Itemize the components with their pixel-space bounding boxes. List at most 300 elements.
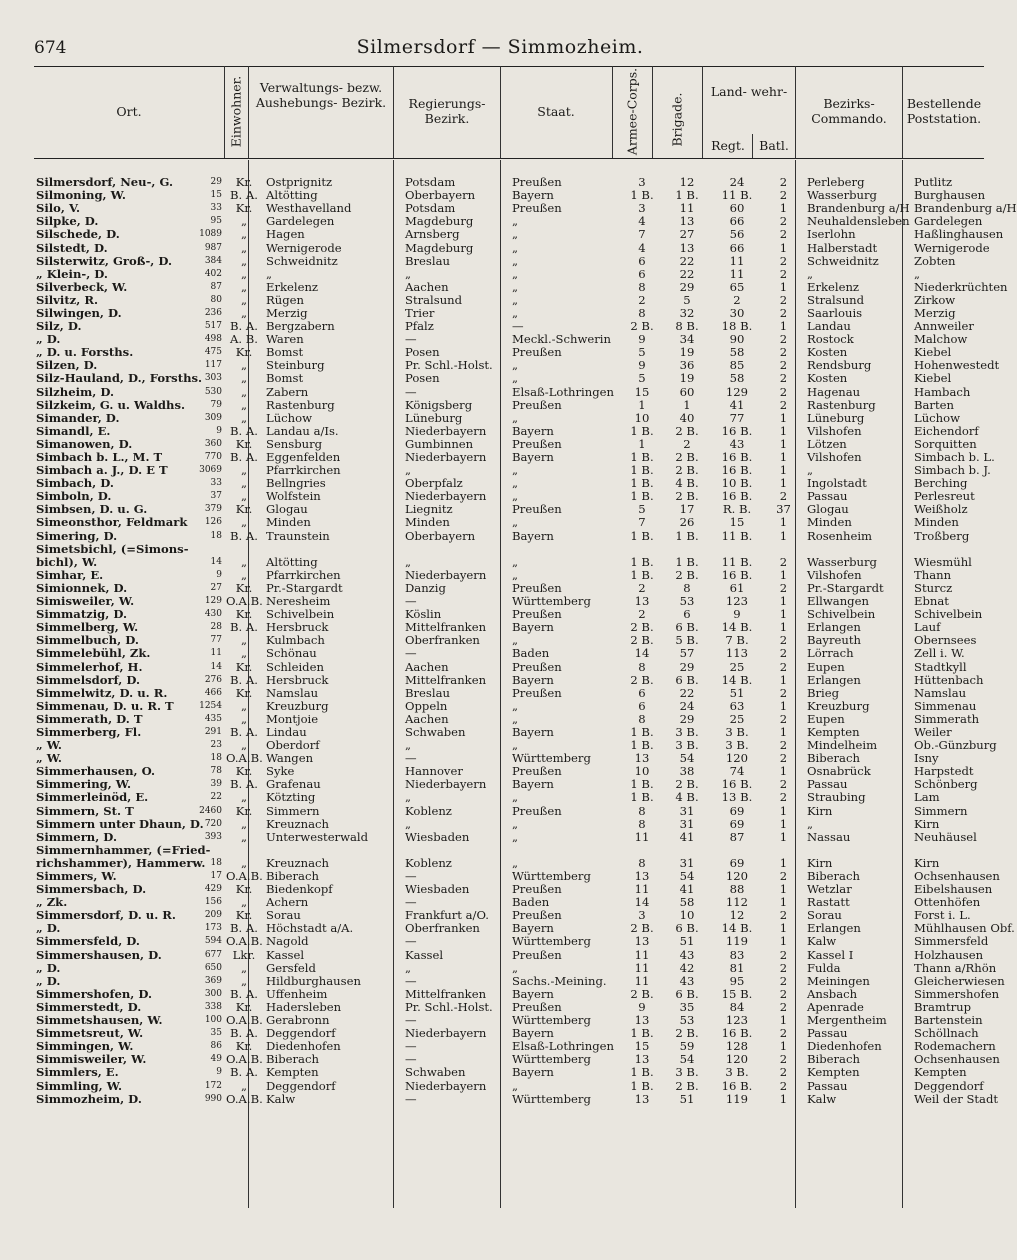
regiment-cell: 77 xyxy=(729,410,745,425)
einwohner-cell xyxy=(194,543,224,556)
bezirkscommando-cell: Perleberg xyxy=(807,175,865,190)
bezirk-cell: Montjoie xyxy=(266,711,319,726)
ort-cell: Silschede, D. xyxy=(36,227,120,242)
brigade-cell: 22 xyxy=(679,253,695,268)
staat-cell: „ xyxy=(512,240,519,255)
bataillon-cell: 1 xyxy=(779,816,788,831)
poststation-cell: Hüttenbach xyxy=(914,672,984,687)
bataillon-cell: 2 xyxy=(779,999,788,1014)
ort-cell: Simmozheim, D. xyxy=(36,1091,142,1106)
ort-cell: Silstedt, D. xyxy=(36,240,108,255)
verwaltungsart-cell: „ xyxy=(240,358,247,373)
verwaltungsart-cell: B. A. xyxy=(230,1065,258,1080)
staat-cell: Elsaß-Lothringen xyxy=(512,384,614,399)
regierungsbezirk-cell: Posen xyxy=(405,345,440,360)
poststation-cell: Gardelegen xyxy=(914,214,983,229)
poststation-cell: Simmershofen xyxy=(914,986,1000,1001)
bataillon-cell: 2 xyxy=(779,580,788,595)
bezirkscommando-cell xyxy=(805,844,912,857)
verwaltungsart-cell: „ xyxy=(240,816,247,831)
bataillon-cell: 1 xyxy=(779,672,788,687)
table-row xyxy=(34,202,984,215)
verwaltungsart-cell: „ xyxy=(240,960,247,975)
table-row xyxy=(34,228,984,241)
armeecorps-cell: 9 xyxy=(638,999,646,1014)
table-row xyxy=(34,935,984,948)
ort-cell: Simering, D. xyxy=(36,528,118,543)
einwohner-cell: 379 xyxy=(204,504,222,515)
bezirk-cell: Lüchow xyxy=(266,410,313,425)
verwaltungsart-cell: O.A.B. xyxy=(226,751,263,766)
bezirk-cell: Glogau xyxy=(266,502,308,517)
einwohner-cell: 18 xyxy=(210,753,222,764)
einwohner-cell: 14 xyxy=(210,556,222,567)
regierungsbezirk-cell: — xyxy=(405,934,417,949)
regiment-cell: 123 xyxy=(725,594,749,609)
verwaltungsart-cell: Kr. xyxy=(235,685,253,700)
ort-cell: Silzen, D. xyxy=(36,358,98,373)
brigade-cell: 2 B. xyxy=(675,567,699,582)
bataillon-cell: 2 xyxy=(779,332,788,347)
brigade-cell: 32 xyxy=(679,305,695,320)
einwohner-cell: 77 xyxy=(210,635,222,646)
einwohner-cell: 18 xyxy=(210,530,222,541)
bataillon-cell: 1 xyxy=(779,1091,788,1106)
einwohner-cell: 23 xyxy=(210,740,222,751)
ort-cell: Simmerstedt, D. xyxy=(36,999,142,1014)
regierungsbezirk-cell: „ xyxy=(405,266,412,281)
staat-cell: Bayern xyxy=(512,423,554,438)
armeecorps-cell: 10 xyxy=(634,764,650,779)
einwohner-cell: 402 xyxy=(204,268,222,279)
regiment-cell: 128 xyxy=(725,1039,749,1054)
staat-cell: Baden xyxy=(512,646,550,661)
poststation-cell: Perlesreut xyxy=(914,489,975,504)
regierungsbezirk-cell: „ xyxy=(405,816,412,831)
bezirk-cell: Sorau xyxy=(266,908,301,923)
bezirkscommando-cell: „ xyxy=(807,463,814,478)
gazetteer-table xyxy=(34,175,1017,1106)
ort-cell: Simeonsthor, Feldmark xyxy=(36,515,188,530)
bezirk-cell: Kassel xyxy=(266,947,305,962)
staat-cell: Bayern xyxy=(512,528,554,543)
bezirk-cell: Simmern xyxy=(266,803,320,818)
regierungsbezirk-cell: Hannover xyxy=(405,764,463,779)
poststation-cell: Wiesmühl xyxy=(914,554,972,569)
regierungsbezirk-cell: — xyxy=(405,1091,417,1106)
bezirkscommando-cell: Bayreuth xyxy=(807,633,861,648)
einwohner-cell: 17 xyxy=(210,871,222,882)
verwaltungsart-cell: Kr. xyxy=(235,908,253,923)
bataillon-cell: 2 xyxy=(779,646,788,661)
ort-cell: Simmern, D. xyxy=(36,829,117,844)
bataillon-cell: 2 xyxy=(779,358,788,373)
bezirk-cell xyxy=(264,543,403,556)
staat-cell: Bayern xyxy=(512,724,554,739)
armeecorps-cell: 4 xyxy=(638,240,646,255)
bezirkscommando-cell: Schivelbein xyxy=(807,607,876,622)
armeecorps-cell: 2 xyxy=(638,580,646,595)
armeecorps-cell: 5 xyxy=(638,502,646,517)
regiment-cell: 119 xyxy=(725,934,749,949)
verwaltungsart-cell: „ xyxy=(240,279,247,294)
regiment-cell: 11 B. xyxy=(721,528,753,543)
bezirkscommando-cell: Fulda xyxy=(807,960,841,975)
table-row xyxy=(34,778,984,791)
regierungsbezirk-cell: — xyxy=(405,384,417,399)
brigade-cell: 6 xyxy=(683,607,691,622)
regierungsbezirk-cell: Wiesbaden xyxy=(405,829,470,844)
brigade-cell: 2 B. xyxy=(675,1078,699,1093)
regierungsbezirk-cell: Oberbayern xyxy=(405,188,476,203)
table-row xyxy=(34,503,984,516)
ort-cell: Simboln, D. xyxy=(36,489,112,504)
bataillon-cell: 2 xyxy=(779,777,788,792)
header-staat: Staat. xyxy=(537,104,575,119)
verwaltungsart-cell: A. B. xyxy=(230,332,258,347)
brigade-cell: 41 xyxy=(679,882,695,897)
verwaltungsart-cell: „ xyxy=(240,633,247,648)
ort-cell: Simmersfeld, D. xyxy=(36,934,140,949)
regiment-cell: 60 xyxy=(729,201,745,216)
ort-cell: Simmenau, D. u. R. T xyxy=(36,698,174,713)
regiment-cell: 69 xyxy=(729,816,745,831)
table-row xyxy=(34,477,984,490)
armeecorps-cell: 10 xyxy=(634,410,650,425)
armeecorps-cell: 2 B. xyxy=(630,986,654,1001)
table-row xyxy=(34,320,984,333)
poststation-cell: Weißholz xyxy=(914,502,968,517)
bataillon-cell: 37 xyxy=(776,502,791,517)
bezirkscommando-cell: Neuhaldensleben xyxy=(807,214,910,229)
regierungsbezirk-cell: Aachen xyxy=(405,279,449,294)
bezirkscommando-cell xyxy=(805,543,912,556)
regiment-cell: 16 B. xyxy=(721,423,753,438)
regierungsbezirk-cell: Pr. Schl.-Holst. xyxy=(405,999,493,1014)
bezirk-cell: Nagold xyxy=(266,934,309,949)
staat-cell: „ xyxy=(512,554,519,569)
bezirk-cell: Kalw xyxy=(266,1091,296,1106)
einwohner-cell: 9 xyxy=(216,425,222,436)
ort-cell: Simbach b. L., M. T xyxy=(36,450,163,465)
poststation-cell: Wernigerode xyxy=(914,240,990,255)
table-row xyxy=(34,268,984,281)
verwaltungsart-cell: „ xyxy=(240,895,247,910)
bezirkscommando-cell: Mindelheim xyxy=(807,738,878,753)
regiment-cell: 11 xyxy=(729,253,745,268)
poststation-cell: Simmern xyxy=(914,803,968,818)
einwohner-cell: 393 xyxy=(204,831,222,842)
staat-cell: „ xyxy=(512,960,519,975)
header-divider xyxy=(652,66,653,158)
armeecorps-cell: 2 xyxy=(638,292,646,307)
regiment-cell: 11 B. xyxy=(721,554,753,569)
bezirk-cell: Zabern xyxy=(266,384,309,399)
regiment-cell: 16 B. xyxy=(721,463,753,478)
staat-cell: Bayern xyxy=(512,986,554,1001)
armeecorps-cell: 1 B. xyxy=(630,567,654,582)
staat-cell: Bayern xyxy=(512,672,554,687)
brigade-cell: 11 xyxy=(679,201,695,216)
bezirk-cell: Eggenfelden xyxy=(266,450,341,465)
staat-cell: Meckl.-Schwerin xyxy=(512,332,611,347)
armeecorps-cell: 1 xyxy=(638,436,646,451)
header-regierung: Regierungs- Bezirk. xyxy=(408,96,486,126)
table-row xyxy=(34,660,984,673)
table-row xyxy=(34,752,984,765)
ort-cell: Simmelwitz, D. u. R. xyxy=(36,685,168,700)
regiment-cell: 24 xyxy=(729,175,745,190)
bezirk-cell: Merzig xyxy=(266,305,308,320)
bezirkscommando-cell: Sorau xyxy=(807,908,842,923)
einwohner-cell: 594 xyxy=(204,936,222,947)
staat-cell: „ xyxy=(512,253,519,268)
regiment-cell: 123 xyxy=(725,1013,749,1028)
bataillon-cell: 1 xyxy=(779,1039,788,1054)
bataillon-cell: 2 xyxy=(779,908,788,923)
regiment-cell xyxy=(712,543,762,556)
poststation-cell: Annweiler xyxy=(914,319,974,334)
bataillon-cell: 1 xyxy=(779,423,788,438)
brigade-cell: 54 xyxy=(679,869,695,884)
poststation-cell: Ob.-Günzburg xyxy=(914,738,997,753)
armeecorps-cell: 1 B. xyxy=(630,777,654,792)
brigade-cell: 1 B. xyxy=(675,188,699,203)
ort-cell: Simmern, St. T xyxy=(36,803,134,818)
armeecorps-cell: 6 xyxy=(638,266,646,281)
bezirkscommando-cell: Lüneburg xyxy=(807,410,865,425)
regiment-cell: 61 xyxy=(729,580,745,595)
bezirkscommando-cell: Saarlouis xyxy=(807,305,863,320)
bezirkscommando-cell: Nassau xyxy=(807,829,851,844)
table-row xyxy=(34,543,984,556)
regiment-cell: 10 B. xyxy=(721,476,753,491)
regierungsbezirk-cell: Schwaben xyxy=(405,724,466,739)
verwaltungsart-cell: „ xyxy=(240,515,247,530)
poststation-cell: Isny xyxy=(914,751,939,766)
regierungsbezirk-cell: Pr. Schl.-Holst. xyxy=(405,358,493,373)
regierungsbezirk-cell: Potsdam xyxy=(405,201,456,216)
staat-cell: Preußen xyxy=(512,999,562,1014)
bezirk-cell: Steinburg xyxy=(266,358,325,373)
verwaltungsart-cell: „ xyxy=(240,305,247,320)
bezirkscommando-cell: Vilshofen xyxy=(807,423,862,438)
staat-cell: „ xyxy=(512,463,519,478)
verwaltungsart-cell: „ xyxy=(240,476,247,491)
einwohner-cell: 360 xyxy=(204,438,222,449)
armeecorps-cell: 9 xyxy=(638,358,646,373)
bezirkscommando-cell: Kirn xyxy=(807,803,833,818)
verwaltungsart-cell: „ xyxy=(240,829,247,844)
staat-cell: „ xyxy=(512,738,519,753)
table-row xyxy=(34,857,984,870)
bataillon-cell: 1 xyxy=(779,724,788,739)
regiment-cell xyxy=(712,844,762,857)
brigade-cell: 3 B. xyxy=(675,738,699,753)
einwohner-cell: 1089 xyxy=(199,229,222,240)
bezirk-cell: Kempten xyxy=(266,1065,319,1080)
staat-cell: Sachs.-Meining. xyxy=(512,973,607,988)
bataillon-cell: 1 xyxy=(779,319,788,334)
einwohner-cell: 369 xyxy=(204,975,222,986)
table-row xyxy=(34,883,984,896)
regiment-cell: 120 xyxy=(725,869,749,884)
brigade-cell: 19 xyxy=(679,345,695,360)
einwohner-cell: 300 xyxy=(204,988,222,999)
bataillon-cell: 1 xyxy=(779,594,788,609)
staat-cell: „ xyxy=(512,829,519,844)
armeecorps-cell: 1 B. xyxy=(630,450,654,465)
einwohner-cell: 29 xyxy=(210,177,222,188)
verwaltungsart-cell: „ xyxy=(240,855,247,870)
einwohner-cell: 466 xyxy=(204,687,222,698)
regierungsbezirk-cell: — xyxy=(405,646,417,661)
ort-cell: Simander, D. xyxy=(36,410,120,425)
armeecorps-cell: 2 B. xyxy=(630,921,654,936)
verwaltungsart-cell: Kr. xyxy=(235,201,253,216)
verwaltungsart-cell: Kr. xyxy=(235,882,253,897)
poststation-cell: Ebnat xyxy=(914,594,949,609)
ort-cell: Simmelebühl, Zk. xyxy=(36,646,151,661)
regierungsbezirk-cell: Posen xyxy=(405,371,440,386)
table-row xyxy=(34,949,984,962)
table-row xyxy=(34,621,984,634)
bataillon-cell: 2 xyxy=(779,371,788,386)
verwaltungsart-cell: B. A. xyxy=(230,724,258,739)
regierungsbezirk-cell: — xyxy=(405,895,417,910)
bezirkscommando-cell: Kempten xyxy=(807,724,860,739)
regierungsbezirk-cell: Kassel xyxy=(405,947,444,962)
ort-cell: Silz, D. xyxy=(36,319,82,334)
regiment-cell: 85 xyxy=(729,358,745,373)
staat-cell: „ xyxy=(512,567,519,582)
regiment-cell: 129 xyxy=(725,384,749,399)
armeecorps-cell: 1 B. xyxy=(630,724,654,739)
bezirkscommando-cell: „ xyxy=(807,266,814,281)
ort-cell: „ D. u. Forsths. xyxy=(36,345,134,360)
bataillon-cell: 2 xyxy=(779,738,788,753)
poststation-cell: Simmersfeld xyxy=(914,934,989,949)
bezirkscommando-cell: Meiningen xyxy=(807,973,870,988)
bezirkscommando-cell: Straubing xyxy=(807,790,866,805)
staat-cell: Württemberg xyxy=(512,1013,591,1028)
bezirkscommando-cell: Passau xyxy=(807,1078,848,1093)
armeecorps-cell: 13 xyxy=(634,1052,650,1067)
bezirkscommando-cell: „ xyxy=(807,816,814,831)
bataillon-cell: 2 xyxy=(779,751,788,766)
ort-cell: Simmernhammer, (=Fried- xyxy=(36,842,211,857)
header-divider xyxy=(795,66,796,158)
regierungsbezirk-cell xyxy=(403,543,510,556)
staat-cell: Württemberg xyxy=(512,934,591,949)
armeecorps-cell: 11 xyxy=(634,882,650,897)
bezirkscommando-cell: Minden xyxy=(807,515,852,530)
ort-cell: Simmersbach, D. xyxy=(36,882,147,897)
table-row xyxy=(34,831,984,844)
staat-cell: „ xyxy=(512,358,519,373)
brigade-cell: 51 xyxy=(679,934,695,949)
brigade-cell xyxy=(662,844,712,857)
poststation-cell: Zell i. W. xyxy=(914,646,965,661)
bezirk-cell: Achern xyxy=(266,895,309,910)
staat-cell: — xyxy=(512,319,524,334)
regierungsbezirk-cell: — xyxy=(405,1013,417,1028)
brigade-cell: 60 xyxy=(679,384,695,399)
poststation-cell: Brandenburg a/H xyxy=(914,201,1017,216)
armeecorps-cell: 1 B. xyxy=(630,790,654,805)
header-divider xyxy=(248,66,249,158)
bezirkscommando-cell: Brandenburg a/H xyxy=(807,201,910,216)
verwaltungsart-cell: Kr. xyxy=(235,764,253,779)
table-row xyxy=(34,608,984,621)
regiment-cell: 25 xyxy=(729,659,745,674)
header-batl: Batl. xyxy=(759,138,789,153)
poststation-cell: Troßberg xyxy=(914,528,970,543)
verwaltungsart-cell: B. A. xyxy=(230,528,258,543)
verwaltungsart-cell: „ xyxy=(240,489,247,504)
poststation-cell: Ochsenhausen xyxy=(914,1052,1000,1067)
bezirk-cell: „ xyxy=(266,266,273,281)
brigade-cell: 3 B. xyxy=(675,724,699,739)
poststation-cell: Sturcz xyxy=(914,580,953,595)
bezirk-cell: Rügen xyxy=(266,292,304,307)
header-armee: Armee-Corps. xyxy=(624,67,640,156)
brigade-cell: 53 xyxy=(679,1013,695,1028)
bataillon-cell: 1 xyxy=(779,1013,788,1028)
verwaltungsart-cell: „ xyxy=(240,973,247,988)
table-row xyxy=(34,962,984,975)
staat-cell: „ xyxy=(512,476,519,491)
table-row xyxy=(34,1053,984,1066)
poststation-cell: Sorquitten xyxy=(914,436,977,451)
brigade-cell: 1 B. xyxy=(675,528,699,543)
table-row xyxy=(34,399,984,412)
table-row xyxy=(34,909,984,922)
ort-cell: Silzheim, D. xyxy=(36,384,114,399)
armeecorps-cell: 7 xyxy=(638,227,646,242)
brigade-cell: 22 xyxy=(679,685,695,700)
staat-cell: Elsaß-Lothringen xyxy=(512,1039,614,1054)
bezirk-cell: Lindau xyxy=(266,724,307,739)
bataillon-cell: 2 xyxy=(779,960,788,975)
bataillon-cell: 2 xyxy=(779,489,788,504)
staat-cell: Preußen xyxy=(512,502,562,517)
staat-cell: Württemberg xyxy=(512,1091,591,1106)
ort-cell: Simmisweiler, W. xyxy=(36,1052,147,1067)
ort-cell: Simmerhausen, O. xyxy=(36,764,156,779)
brigade-cell: 6 B. xyxy=(675,921,699,936)
staat-cell: Württemberg xyxy=(512,869,591,884)
header-verwaltung: Verwaltungs- bezw. Aushebungs- Bezirk. xyxy=(255,80,387,110)
verwaltungsart-cell: Kr. xyxy=(235,175,253,190)
table-row xyxy=(34,1027,984,1040)
bezirk-cell: Bergzabern xyxy=(266,319,335,334)
ort-cell: „ Zk. xyxy=(36,895,68,910)
ort-cell: Simmern unter Dhaun, D. xyxy=(36,816,204,831)
table-row xyxy=(34,425,984,438)
regiment-cell: 14 B. xyxy=(721,921,753,936)
verwaltungsart-cell xyxy=(224,543,264,556)
brigade-cell: 36 xyxy=(679,358,695,373)
table-row xyxy=(34,726,984,739)
poststation-cell: Schivelbein xyxy=(914,607,983,622)
bezirk-cell: Waren xyxy=(266,332,304,347)
ort-cell: Simmingen, W. xyxy=(36,1039,134,1054)
bataillon-cell: 1 xyxy=(779,829,788,844)
verwaltungsart-cell: „ xyxy=(240,410,247,425)
bezirk-cell: Bellngries xyxy=(266,476,326,491)
bezirkscommando-cell: Stralsund xyxy=(807,292,865,307)
